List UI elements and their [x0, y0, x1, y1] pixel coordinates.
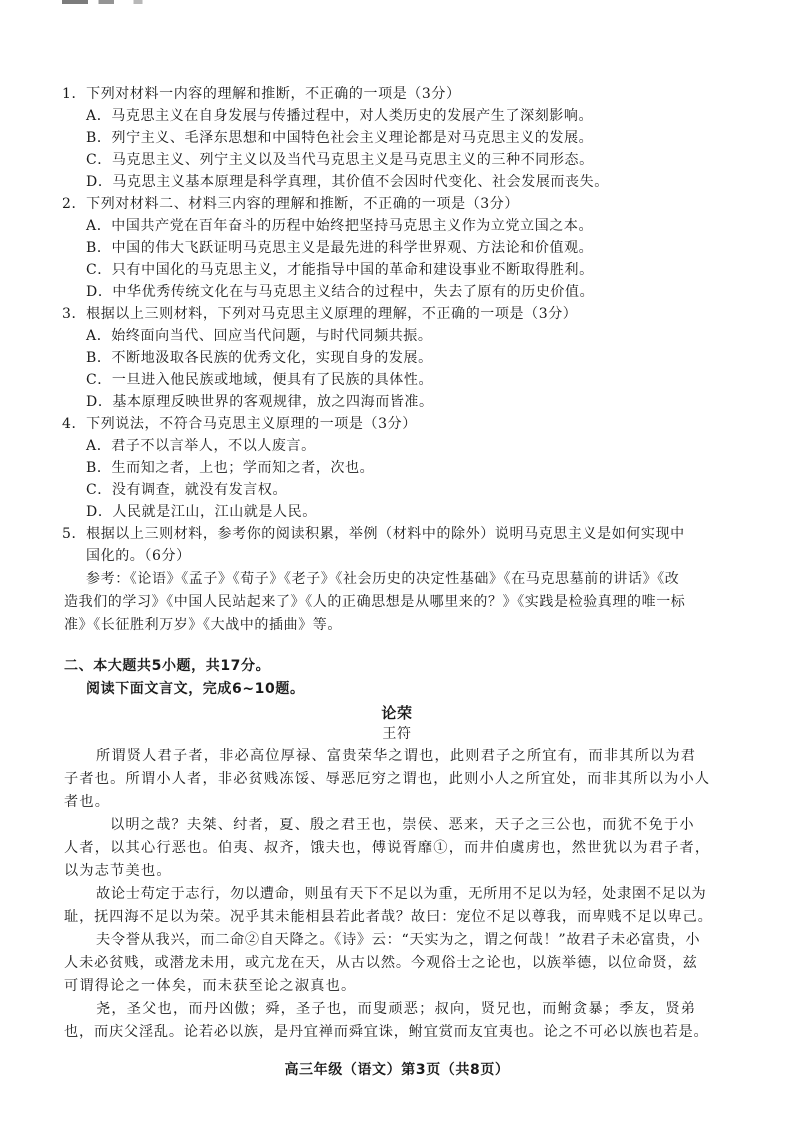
- question-3-option-c: C．一旦进入他民族或地域，便具有了民族的具体性。: [86, 372, 434, 388]
- question-2-option-a: A．中国共产党在百年奋斗的历程中始终把坚持马克思主义作为立党立国之本。: [86, 218, 594, 234]
- passage-paragraph-4-line-3: 可谓得论之一体矣，而未获至论之淑真也。: [64, 978, 357, 994]
- passage-paragraph-3-line-2: 耻，抚四海不足以为荣。况乎其未能相县若此者哉？故曰：宠位不足以尊我，而卑贱不足以卑己。: [64, 909, 713, 925]
- question-4-option-c: C．没有调查，就没有发言权。: [86, 482, 288, 498]
- question-1-option-c: C．马克思主义、列宁主义以及当代马克思主义是马克思主义的三种不同形态。: [86, 152, 594, 168]
- page-footer: 高三年级（语文）第3页（共8页）: [284, 1062, 510, 1078]
- passage-paragraph-4-line-2: 人未必贫贱，或潜龙未用，或亢龙在天，从古以然。今观俗士之论也，以族举德，以位命贤，兹: [64, 955, 698, 971]
- question-3-option-b: B．不断地汲取各民族的优秀文化，实现自身的发展。: [86, 350, 433, 366]
- passage-paragraph-5-line-1: 尧，圣父也，而丹凶傲；舜，圣子也，而叟顽恶；叔向，贤兄也，而鲋贪暴；季友，贤弟: [96, 1001, 697, 1017]
- question-4-stem: 4．下列说法，不符合马克思主义原理的一项是（3分）: [62, 416, 417, 432]
- question-5-reference-line-1: 参考：《论语》《孟子》《荀子》《老子》《社会历史的决定性基础》《在马克思墓前的讲话》《改: [86, 571, 680, 587]
- question-1-option-a: A．马克思主义在自身发展与传播过程中，对人类历史的发展产生了深刻影响。: [86, 108, 594, 124]
- question-2-option-b: B．中国的伟大飞跃证明马克思主义是最先进的科学世界观、方法论和价值观。: [86, 240, 594, 256]
- question-4-option-a: A．君子不以言举人，不以人废言。: [86, 438, 316, 454]
- question-2-stem: 2．下列对材料二、材料三内容的理解和推断，不正确的一项是（3分）: [62, 196, 520, 212]
- question-5-stem-continued: 国化的。（6分）: [86, 548, 191, 564]
- question-4-option-d: D．人民就是江山，江山就是人民。: [86, 504, 317, 520]
- question-2-option-c: C．只有中国化的马克思主义，才能指导中国的革命和建设事业不断取得胜利。: [86, 262, 594, 278]
- passage-paragraph-2-line-3: 以为志节美也。: [64, 863, 172, 879]
- question-5-stem: 5．根据以上三则材料，参考你的阅读积累，举例（材料中的除外）说明马克思主义是如何实现中: [62, 526, 685, 542]
- passage-paragraph-3-line-1: 故论士苟定于志行，勿以遭命，则虽有天下不足以为重，无所用不足以为轻，处隶圉不足以为: [96, 886, 707, 902]
- passage-paragraph-1-line-2: 子者也。所谓小人者，非必贫贱冻馁、辱恶厄穷之谓也，此则小人之所宜处，而非其所以为小人: [64, 771, 711, 787]
- question-3-option-d: D．基本原理反映世界的客观规律，放之四海而皆准。: [86, 394, 434, 410]
- passage-paragraph-2-line-1: 以明之哉？夫桀、纣者，夏、殷之君王也，崇侯、恶来，天子之三公也，而犹不免于小: [110, 817, 695, 833]
- passage-paragraph-2-line-2: 人者，以其心行恶也。伯夷、叔齐，饿夫也，傅说胥靡①，而井伯虞虏也，然世犹以为君子者，: [64, 840, 711, 856]
- question-1-stem: 1．下列对材料一内容的理解和推断，不正确的一项是（3分）: [62, 86, 461, 102]
- question-1-option-b: B．列宁主义、毛泽东思想和中国特色社会主义理论都是对马克思主义的发展。: [86, 130, 594, 146]
- question-3-option-a: A．始终面向当代、回应当代问题，与时代同频共振。: [86, 328, 433, 344]
- question-1-option-d: D．马克思主义基本原理是科学真理，其价值不会因时代变化、社会发展而丧失。: [86, 174, 609, 190]
- passage-paragraph-1-line-3: 者也。: [64, 794, 111, 810]
- question-4-option-b: B．生而知之者，上也；学而知之者，次也。: [86, 460, 375, 476]
- question-2-option-d: D．中华优秀传统文化在与马克思主义结合的过程中，失去了原有的历史价值。: [86, 284, 595, 300]
- question-5-reference-line-2: 造我们的学习》《中国人民站起来了》《人的正确思想是从哪里来的？》《实践是检验真理的唯一标: [64, 594, 686, 610]
- passage-paragraph-1-line-1: 所谓贤人君子者，非必高位厚禄、富贵荣华之谓也，此则君子之所宜有，而非其所以为君: [96, 748, 697, 764]
- passage-paragraph-4-line-1: 夫令誉从我兴，而二命②自天降之。《诗》云：“天实为之，谓之何哉！”故君子未必富贵，小: [96, 932, 701, 948]
- section-heading: 二、本大题共5小题，共17分。: [64, 658, 271, 674]
- question-3-stem: 3．根据以上三则材料，下列对马克思主义原理的理解，不正确的一项是（3分）: [62, 306, 578, 322]
- scan-artifact-top: [62, 0, 192, 4]
- passage-author: 王符: [382, 726, 412, 742]
- question-5-reference-line-3: 准》《长征胜利万岁》《大战中的插曲》等。: [64, 617, 342, 633]
- section-instruction: 阅读下面文言文，完成6~10题。: [86, 681, 305, 697]
- passage-paragraph-5-line-2: 也，而庆父淫乱。论若必以族，是丹宜禅而舜宜诛，鲋宜赏而友宜夷也。论之不可必以族也若是。: [64, 1024, 709, 1040]
- passage-title: 论荣: [381, 704, 413, 722]
